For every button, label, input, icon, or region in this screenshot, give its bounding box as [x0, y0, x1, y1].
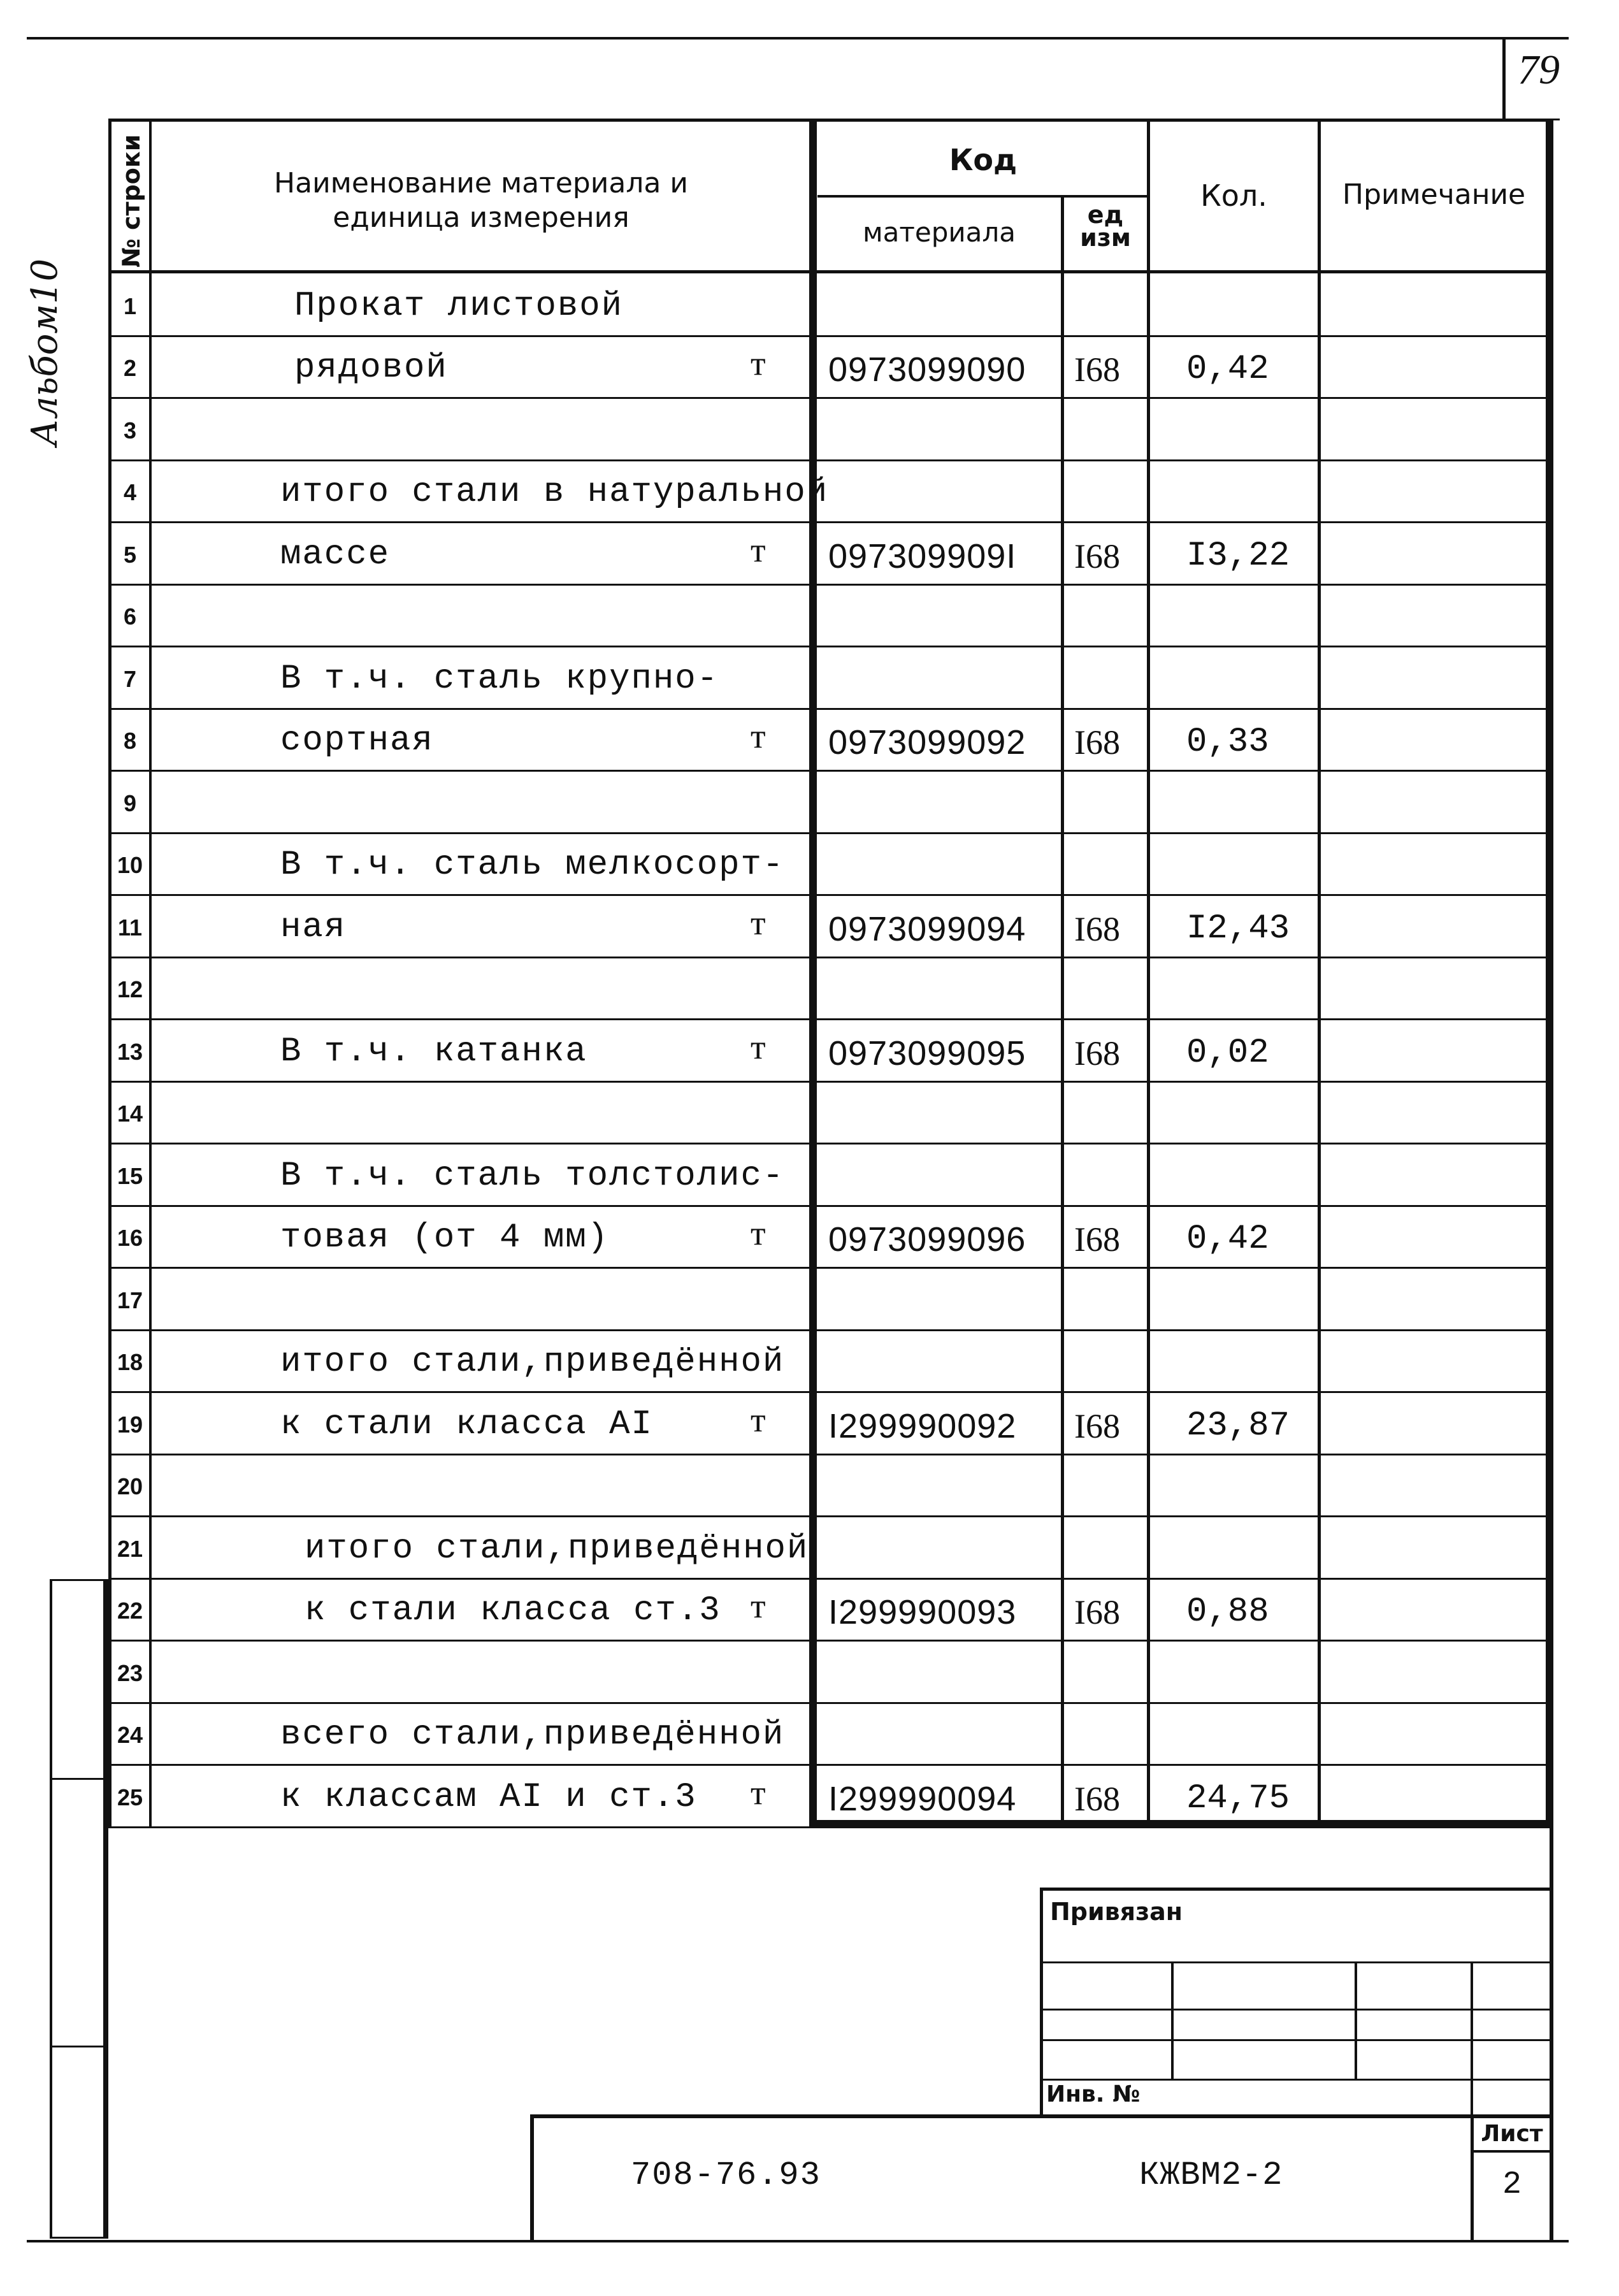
row-divider	[108, 1640, 1551, 1642]
stamp-vline-3	[1471, 1961, 1473, 2117]
rownum-column-line	[149, 119, 152, 1826]
material-name: итого стали,приведённой	[305, 1529, 809, 1568]
unit-letter: т	[751, 1214, 766, 1252]
material-column-heavy-line	[809, 119, 817, 1826]
document-mark: КЖВМ2-2	[1139, 2156, 1283, 2194]
quantity: I2,43	[1186, 909, 1290, 948]
material-name: к классам AI и ст.3	[280, 1778, 697, 1817]
header-unit-line1: ед	[1087, 201, 1124, 229]
quantity: 0,42	[1186, 350, 1269, 389]
row-number: 20	[117, 1473, 143, 1499]
row-number: 1	[123, 293, 137, 319]
row-number: 2	[123, 355, 137, 381]
stamp-line-4	[1040, 2079, 1553, 2081]
row-number: 13	[117, 1039, 143, 1065]
stamp-vline-2	[1355, 1961, 1357, 2079]
unit-letter: т	[751, 717, 766, 755]
material-name: ная	[280, 908, 347, 947]
row-divider	[108, 1764, 1551, 1766]
top-rule	[27, 37, 1569, 40]
quantity: 23,87	[1186, 1406, 1290, 1445]
stamp-vline-1	[1171, 1961, 1174, 2079]
row-number: 15	[117, 1163, 143, 1189]
row-number: 21	[117, 1536, 143, 1562]
title-block-top-line	[530, 2114, 1553, 2118]
material-code: I299990093	[828, 1593, 1017, 1631]
stamp-left-line	[1040, 1888, 1043, 2117]
row-number: 3	[123, 417, 137, 444]
code-subheader-line	[817, 195, 1149, 198]
row-divider	[108, 584, 1551, 586]
row-number: 22	[117, 1598, 143, 1624]
margin-strip-line-1	[50, 1579, 106, 1581]
table-bottom-heavy-line	[809, 1820, 1553, 1826]
row-number: 10	[117, 852, 143, 878]
margin-strip-line-3	[50, 2046, 106, 2047]
margin-strip-line-4	[50, 2237, 106, 2239]
quantity: 0,42	[1186, 1220, 1269, 1259]
row-number: 8	[123, 728, 137, 754]
bottom-rule	[27, 2240, 1569, 2242]
sheet-cell-divider	[1471, 2150, 1553, 2153]
unit-code: I68	[1074, 1407, 1120, 1445]
quantity: I3,22	[1186, 537, 1290, 575]
row-number: 18	[117, 1349, 143, 1375]
header-bottom-line	[108, 270, 1551, 273]
material-name: всего стали,приведённой	[280, 1715, 785, 1754]
unit-letter: т	[751, 1401, 766, 1439]
unit-code: I68	[1074, 1780, 1120, 1818]
material-name: Прокат листовой	[294, 287, 624, 326]
row-divider	[108, 1081, 1551, 1083]
row-number: 7	[123, 666, 137, 692]
stamp-line-2	[1040, 2009, 1553, 2011]
unit-code: I68	[1074, 350, 1120, 389]
material-name: рядовой	[294, 349, 448, 387]
unit-code: I68	[1074, 910, 1120, 948]
material-name: к стали класса ст.3	[305, 1591, 721, 1630]
material-name: В т.ч. сталь крупно-	[280, 660, 719, 698]
row-divider	[108, 894, 1551, 896]
margin-strip-outer	[50, 1579, 52, 2239]
row-divider	[108, 957, 1551, 958]
row-divider	[108, 646, 1551, 647]
row-number: 17	[117, 1287, 143, 1313]
row-divider	[108, 335, 1551, 337]
material-name: сортная	[280, 721, 434, 760]
row-number: 12	[117, 976, 143, 1002]
page-number: 79	[1518, 47, 1560, 93]
quantity: 0,02	[1186, 1034, 1269, 1072]
row-divider	[108, 1826, 1551, 1828]
material-code: I299990092	[828, 1407, 1017, 1445]
row-divider	[108, 1454, 1551, 1455]
unit-code: I68	[1074, 1034, 1120, 1072]
unit-letter: т	[751, 531, 766, 569]
row-divider	[108, 1702, 1551, 1704]
row-number: 24	[117, 1722, 143, 1748]
row-divider	[108, 1018, 1551, 1020]
unit-code: I68	[1074, 723, 1120, 762]
stamp-bound-label: Привязан	[1050, 1898, 1183, 1926]
qty-column-line	[1147, 119, 1150, 1826]
material-name: товая (от 4 мм)	[280, 1218, 610, 1257]
quantity: 0,33	[1186, 723, 1269, 762]
header-unit-line2: изм	[1080, 224, 1131, 252]
header-top-line	[108, 119, 1551, 122]
row-divider	[108, 1267, 1551, 1269]
quantity: 0,88	[1186, 1592, 1269, 1631]
unit-letter: т	[751, 1587, 766, 1625]
row-divider	[108, 708, 1551, 710]
row-divider	[108, 832, 1551, 834]
unit-code: I68	[1074, 1593, 1120, 1631]
unit-letter: т	[751, 1028, 766, 1066]
quantity: 24,75	[1186, 1779, 1290, 1818]
row-number: 11	[117, 914, 143, 941]
row-number: 9	[123, 790, 137, 816]
unit-code: I68	[1074, 1220, 1120, 1259]
row-number: 23	[117, 1660, 143, 1686]
unit-column-line	[1061, 195, 1064, 1826]
row-number: 19	[117, 1412, 143, 1438]
row-divider	[108, 1205, 1551, 1207]
material-code: 0973099096	[828, 1220, 1026, 1259]
handwritten-album-note: Альбом10	[24, 258, 66, 446]
unit-letter: т	[751, 344, 766, 382]
header-note: Примечание	[1342, 178, 1526, 211]
material-code: 0973099095	[828, 1034, 1026, 1072]
material-name: итого стали,приведённой	[280, 1343, 785, 1382]
material-name: В т.ч. сталь толстолис-	[280, 1157, 785, 1195]
row-divider	[108, 1143, 1551, 1144]
unit-letter: т	[751, 1773, 766, 1812]
document-code: 708-76.93	[631, 2156, 821, 2194]
material-code: 0973099090	[828, 350, 1026, 389]
title-block-left-line	[530, 2114, 534, 2241]
unit-code: I68	[1074, 537, 1120, 575]
header-qty: Кол.	[1200, 178, 1267, 213]
row-number: 4	[123, 479, 137, 505]
stamp-line-1	[1040, 1961, 1553, 1963]
material-name: В т.ч. катанка	[280, 1032, 587, 1071]
row-divider	[108, 770, 1551, 772]
header-name-line2: единица измерения	[333, 201, 630, 234]
material-name: к стали класса AI	[280, 1405, 653, 1444]
row-number: 25	[117, 1784, 143, 1810]
row-divider	[108, 521, 1551, 523]
material-code: 0973099092	[828, 723, 1026, 762]
material-code: 0973099094	[828, 910, 1026, 948]
frame-left-lower	[106, 1579, 108, 2239]
material-name: итого стали в натуральной	[280, 473, 829, 512]
margin-strip-line-2	[50, 1778, 106, 1780]
row-number: 16	[117, 1225, 143, 1251]
row-number: 5	[123, 542, 137, 568]
stamp-line-3	[1040, 2039, 1553, 2041]
row-divider	[108, 397, 1551, 399]
material-code: 097309909I	[828, 537, 1017, 575]
sheet-number: 2	[1502, 2167, 1522, 2203]
row-divider	[108, 1391, 1551, 1393]
note-column-line	[1318, 119, 1321, 1826]
material-name: массе	[280, 535, 391, 574]
row-number: 14	[117, 1101, 143, 1127]
header-name-line1: Наименование материала и	[274, 167, 688, 199]
unit-letter: т	[751, 904, 766, 942]
row-divider	[108, 459, 1551, 461]
page-number-divider	[1502, 40, 1506, 121]
row-divider	[108, 1578, 1551, 1580]
row-number: 6	[123, 603, 137, 630]
table-right-heavy-border	[1546, 119, 1553, 1826]
header-code: Код	[949, 143, 1018, 177]
header-material: материала	[862, 217, 1016, 248]
material-code: I299990094	[828, 1780, 1017, 1818]
stamp-inv-label: Инв. №	[1046, 2081, 1140, 2107]
header-row-number: № строки	[117, 134, 145, 268]
row-divider	[108, 1515, 1551, 1517]
stamp-top-line	[1040, 1888, 1553, 1891]
material-name: В т.ч. сталь мелкосорт-	[280, 846, 785, 884]
row-divider	[108, 1329, 1551, 1331]
sheet-label: Лист	[1481, 2121, 1543, 2147]
